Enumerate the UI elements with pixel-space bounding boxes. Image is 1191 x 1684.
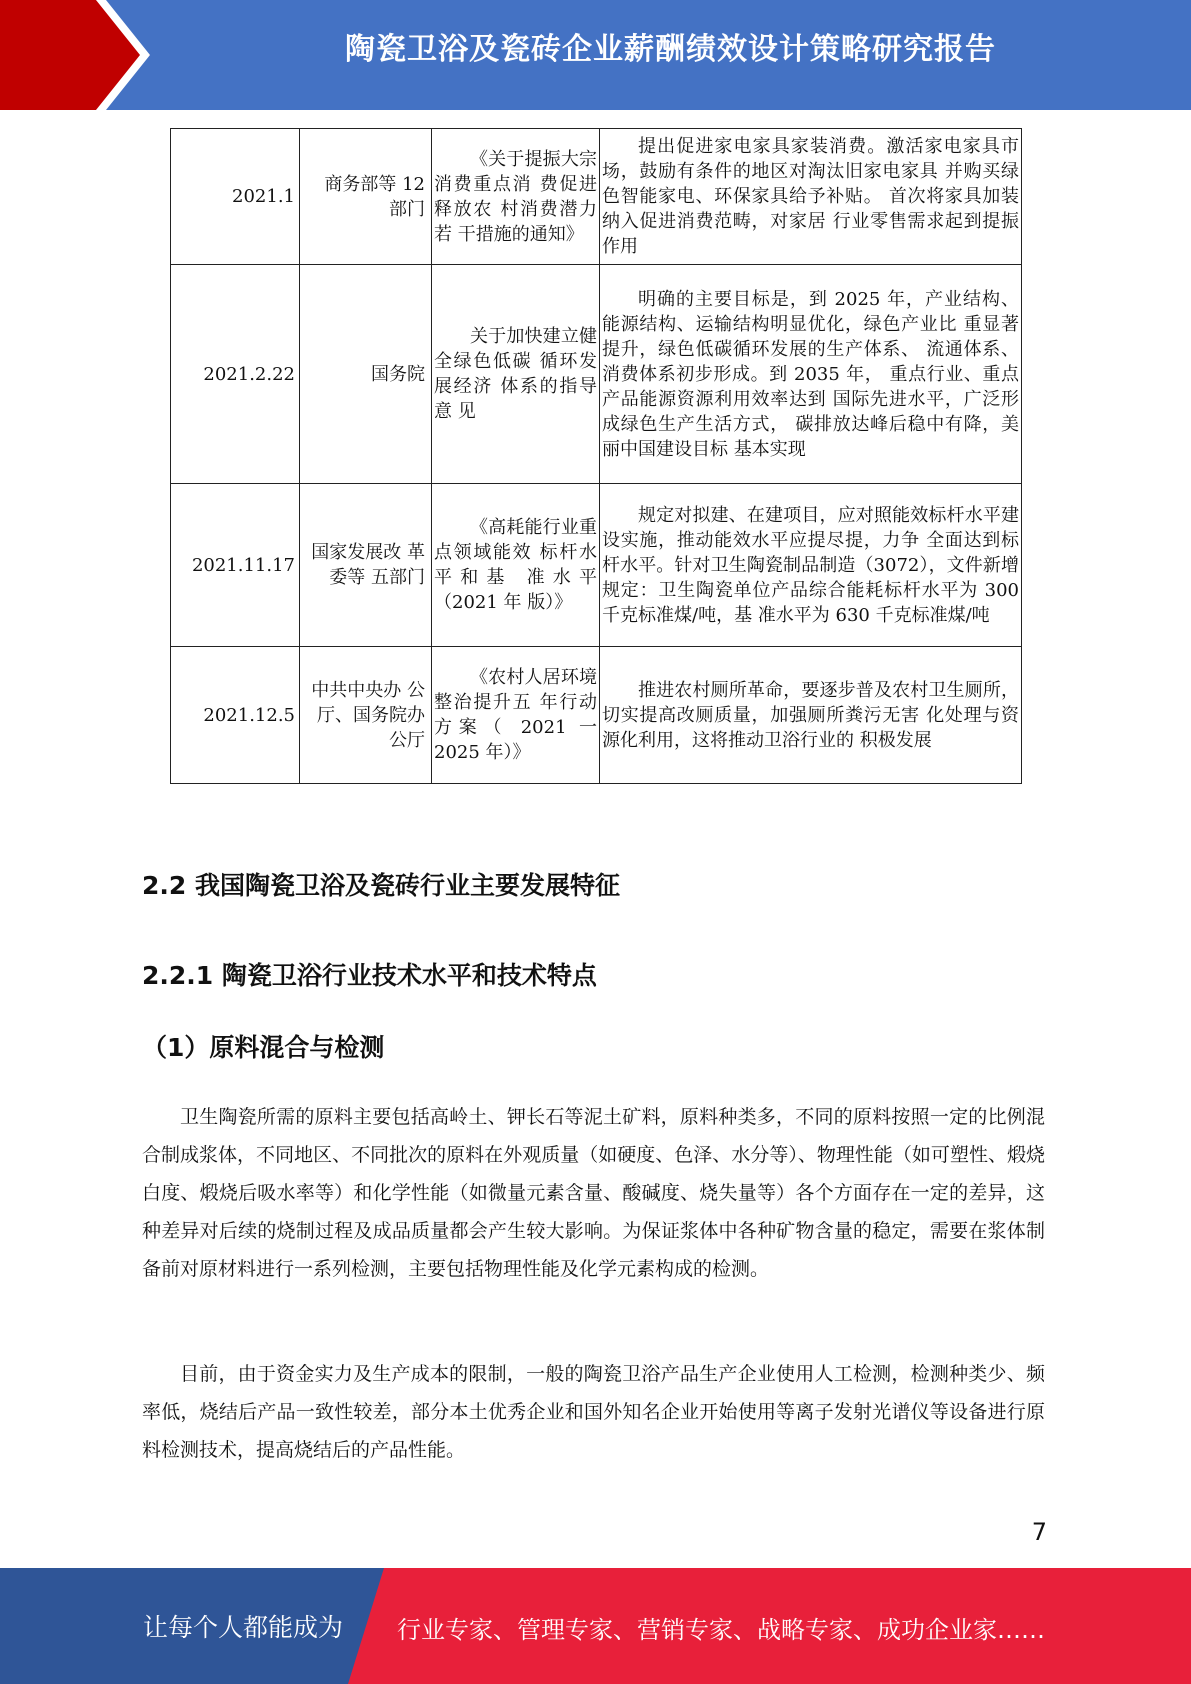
cell-desc: 提出促进家电家具家装消费。激活家电家具市场，鼓励有条件的地区对淘汰旧家电家具 并购买绿色智能家电、环保家具给予补贴。 首次将家具加装纳入促进消费范畴，对家居 行业零售需求起到提振作用 bbox=[600, 129, 1022, 265]
footer-slogan-left: 让每个人都能成为 bbox=[143, 1613, 344, 1642]
table-row bbox=[171, 484, 1022, 647]
cell-doc: 《高耗能行业重点领域能效 标杆水平和基 准水平（2021 年 版）》 bbox=[432, 484, 600, 647]
cell-desc: 规定对拟建、在建项目，应对照能效标杆水平建设实施，推动能效水平应提尽提，力争 全面达到标杆水平。针对卫生陶瓷制品制造（3072），文件新增规定：卫生陶瓷单位产品综合能耗标杆水平为 300 千克标准煤/吨，基 准水平为 630 千克标准煤/吨 bbox=[600, 484, 1022, 647]
cell-doc: 关于加快建立健全绿色低碳 循环发展经济 体系的指导意 见 bbox=[432, 265, 600, 484]
header-title: 陶瓷卫浴及瓷砖企业薪酬绩效设计策略研究报告 bbox=[345, 32, 996, 67]
page-header bbox=[0, 0, 1191, 110]
page-number: 7 bbox=[1031, 1518, 1047, 1546]
table-row bbox=[171, 265, 1022, 484]
cell-date: 2021.11.17 bbox=[171, 484, 300, 647]
header-arrow-icon bbox=[0, 0, 150, 110]
cell-date: 2021.1 bbox=[171, 129, 300, 265]
policy-table bbox=[170, 128, 1022, 784]
table-row bbox=[171, 129, 1022, 265]
cell-dept: 国务院 bbox=[300, 265, 432, 484]
page-footer bbox=[0, 1568, 1191, 1684]
cell-desc: 推进农村厕所革命，要逐步普及农村卫生厕所，切实提高改厕质量，加强厕所粪污无害 化处理与资源化利用，这将推动卫浴行业的 积极发展 bbox=[600, 647, 1022, 784]
cell-dept: 商务部等 12 部门 bbox=[300, 129, 432, 265]
section-heading-2-2: 2.2 我国陶瓷卫浴及瓷砖行业主要发展特征 bbox=[142, 871, 620, 900]
section-heading-2-2-1: 2.2.1 陶瓷卫浴行业技术水平和技术特点 bbox=[142, 961, 597, 990]
cell-doc: 《关于提振大宗消费重点消 费促进释放农 村消费潜力若 干措施的通知》 bbox=[432, 129, 600, 265]
body-paragraph-1: 卫生陶瓷所需的原料主要包括高岭土、钾长石等泥土矿料，原料种类多，不同的原料按照一定的比例混合制成浆体，不同地区、不同批次的原料在外观质量（如硬度、色泽、水分等）、物理性能（如可塑性、煅烧白度、煅烧后吸水率等）和化学性能（如微量元素含量、酸碱度、烧失量等）各个方面存在一定的差异，这种差异对后续的烧制过程及成品质量都会产生较大影响。为保证浆体中各种矿物含量的稳定，需要在浆体制备前对原材料进行一系列检测，主要包括物理性能及化学元素构成的检测。 bbox=[142, 1106, 1045, 1280]
subsection-heading: （1）原料混合与检测 bbox=[142, 1033, 385, 1062]
cell-desc: 明确的主要目标是，到 2025 年，产业结构、能源结构、运输结构明显优化，绿色产业比 重显著提升，绿色低碳循环发展的生产体系、 流通体系、消费体系初步形成。到 2035 年， 重点行业、重点产品能源资源利用效率达到 国际先进水平，广泛形成绿色生产生活方式， 碳排放达峰后稳中有降，美丽中国建设目标 基本实现 bbox=[600, 265, 1022, 484]
cell-dept: 中共中央办 公厅、国务院办公厅 bbox=[300, 647, 432, 784]
cell-date: 2021.2.22 bbox=[171, 265, 300, 484]
cell-doc: 《农村人居环境整治提升五 年行动方案（ 2021 一 2025 年）》 bbox=[432, 647, 600, 784]
body-paragraph-2: 目前，由于资金实力及生产成本的限制，一般的陶瓷卫浴产品生产企业使用人工检测，检测种类少、频率低，烧结后产品一致性较差，部分本土优秀企业和国外知名企业开始使用等离子发射光谱仪等设备进行原料检测技术，提高烧结后的产品性能。 bbox=[142, 1363, 1045, 1461]
footer-slogan-right: 行业专家、管理专家、营销专家、战略专家、成功企业家…… bbox=[397, 1616, 1045, 1644]
table-row bbox=[171, 647, 1022, 784]
cell-date: 2021.12.5 bbox=[171, 647, 300, 784]
cell-dept: 国家发展改 革委等 五部门 bbox=[300, 484, 432, 647]
